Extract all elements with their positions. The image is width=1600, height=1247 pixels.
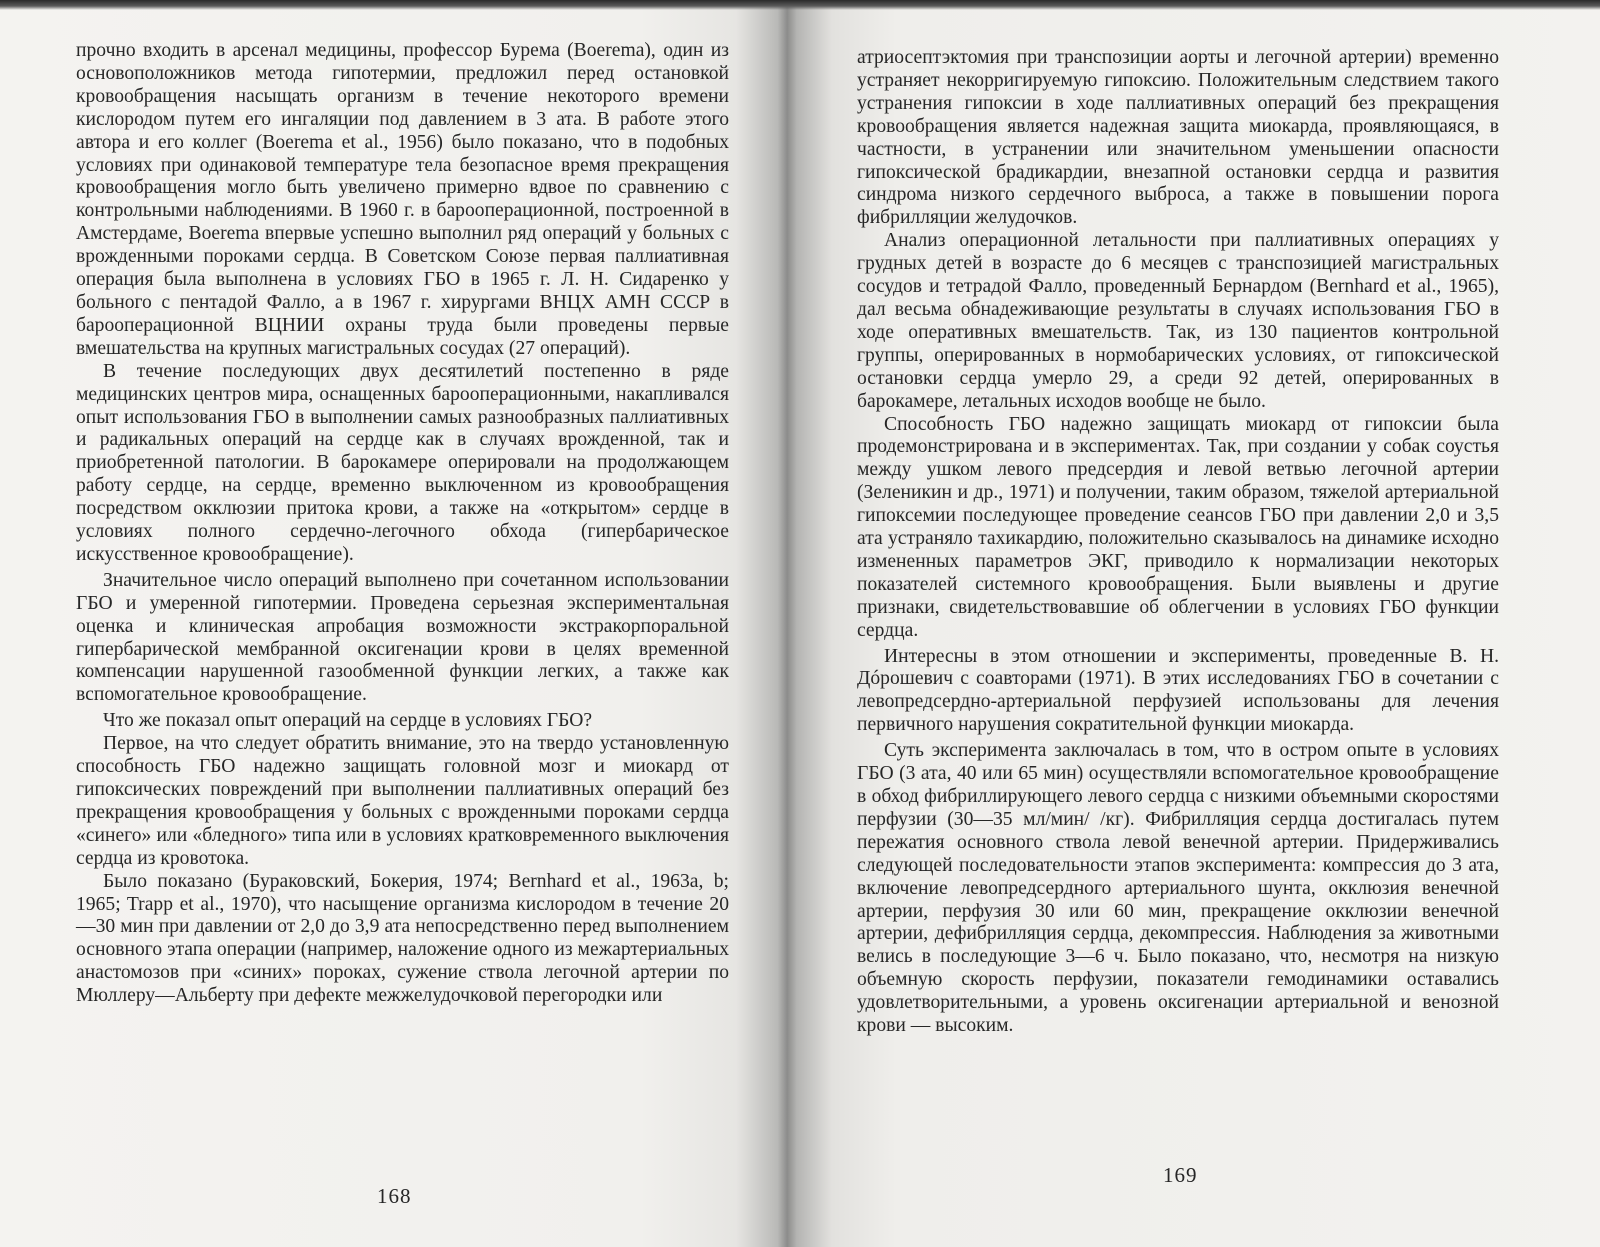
paragraph: Было показано (Бураковский, Бокерия, 1974; Bernhard et al., 1963a, b; 1965; Trapp et al., 1970), что насыщение организма кислородом в течение 20—30 мин при давлении от 2,0 до 3,9 ата непосредственно перед выполнением основного этапа операции (например, наложение одного из межартериальных анастомозов при «синих» пороках, сужение ствола легочной артерии по Мюллеру—Альберту при дефекте межжелудочковой перегородки или [76, 870, 729, 1007]
right-page [857, 47, 1499, 1038]
page-number: 168 [377, 1184, 412, 1208]
paragraph: Способность ГБО надежно защищать миокард от гипоксии была продемонстрирована и в экспериментах. Так, при создании у собак соустья между ушком левого предсердия и левой ветвью легочной артерии (Зеленикин и др., 1971) и получении, таким образом, тяжелой артериальной гипоксемии последующее проведение сеансов ГБО при давлении 2,0 и 3,5 ата устраняло тахикардию, положительно сказывалось на динамике исходно измененных параметров ЭКГ, приводило к нормализации некоторых показателей системного кровообращения. Были выявлены и другие признаки, свидетельствовавшие об облегчении в условиях ГБО функции сердца. [857, 413, 1499, 641]
paragraph: Интересны в этом отношении и эксперименты, проведенные В. Н. Дóрошевич с соавторами (1971). В этих исследованиях ГБО в сочетании с левопредсердно-артериальной перфузией использованы для лечения первичного нарушения сократительной функции миокарда. [857, 645, 1499, 736]
left-page [76, 40, 729, 1008]
paragraph: атриосептэктомия при транспозиции аорты и легочной артерии) временно устраняет некорригируемую гипоксию. Положительным следствием такого устранения гипоксии в ходе паллиативных операций без прекращения кровообращения является надежная защита миокарда, проявляющаяся, в частности, в устранении или значительном уменьшении опасности гипоксической брадикардии, внезапной остановки сердца и развития синдрома низкого сердечного выброса, а также в повышении порога фибрилляции желудочков. [857, 47, 1499, 229]
paragraph: прочно входить в арсенал медицины, профессор Бурема (Boerema), один из основоположников метода гипотермии, предложил перед остановкой кровообращения насыщать организм в течение некоторого времени кислородом путем его ингаляции под давлением в 3 ата. В работе этого автора и его коллег (Boerema et al., 1956) было показано, что в подобных условиях при одинаковой температуре тела безопасное время прекращения кровообращения могло быть увеличено примерно вдвое по сравнению с контрольными наблюдениями. В 1960 г. в барооперационной, построенной в Амстердаме, Boerema впервые успешно выполнил ряд операций у больных с врожденными пороками сердца. В Советском Союзе первая паллиативная операция была выполнена в условиях ГБО в 1965 г. Л. Н. Сидаренко у больного с пентадой Фалло, а в 1967 г. хирургами ВНЦХ АМН СССР в барооперационной ВЦНИИ охраны труда были проведены первые вмешательства на крупных магистральных сосудах (27 операций). [76, 40, 729, 359]
page-number: 169 [1163, 1163, 1198, 1187]
paragraph: Анализ операционной летальности при паллиативных операциях у грудных детей в возрасте до 6 месяцев с транспозицией магистральных сосудов и тетрадой Фалло, проведенный Бернардом (Bernhard et al., 1965), дал весьма обнадеживающие результаты в случаях использования ГБО в ходе оперативных вмешательств. Так, из 130 пациентов контрольной группы, оперированных в нормобарических условиях, от гипоксической остановки сердца умерло 29, а среди 92 детей, оперированных в барокамере, летальных исходов вообще не было. [857, 230, 1499, 412]
paragraph: Что же показал опыт операций на сердце в условиях ГБО? [103, 710, 593, 732]
scan-edge [0, 0, 1600, 10]
paragraph: Значительное число операций выполнено при сочетанном использовании ГБО и умеренной гипотермии. Проведена серьезная экспериментальная оценка и клиническая апробация возможности экстракорпоральной гипербарической мембранной оксигенации крови в целях временной компенсации нарушенной газообменной функции легких, а также как вспомогательное кровообращение. [76, 569, 729, 706]
paragraph: В течение последующих двух десятилетий постепенно в ряде медицинских центров мира, оснащенных барооперационными, накапливался опыт использования ГБО в выполнении самых разнообразных паллиативных и радикальных операций на сердце как в случаях врожденной, так и приобретенной патологии. В барокамере оперировали на продолжающем работу сердце, на сердце, временно выключенном из кровообращения посредством окклюзии притока крови, а также на «открытом» сердце в условиях полного сердечно-легочного обхода (гипербарическое искусственное кровообращение). [76, 360, 729, 565]
paragraph: Суть эксперимента заключалась в том, что в остром опыте в условиях ГБО (3 ата, 40 или 65 мин) осуществляли вспомогательное кровообращение в обход фибриллирующего левого сердца с низкими объемными скоростями перфузии (30—35 мл/мин/ /кг). Фибрилляция сердца достигалась путем пережатия основного ствола левой венечной артерии. Придерживались следующей последовательности этапов эксперимента: компрессия до 3 ата, включение левопредсердного артериального шунта, окклюзия венечной артерии, перфузия 30 или 60 мин, прекращение окклюзии венечной артерии, дефибрилляция сердца, декомпрессия. Наблюдения за животными велись в последующие 3—6 ч. Было показано, что, несмотря на низкую объемную скорость перфузии, показатели гемодинамики оставались удовлетворительными, а уровень оксигенации артериальной и венозной крови — высоким. [857, 740, 1499, 1037]
paragraph: Первое, на что следует обратить внимание, это на твердо установленную способность ГБО надежно защищать головной мозг и миокард от гипоксических повреждений при выполнении паллиативных операций без прекращения кровообращения у больных с врожденными пороками сердца «синего» или «бледного» типа или в условиях кратковременного выключения сердца из кровотока. [76, 733, 729, 869]
